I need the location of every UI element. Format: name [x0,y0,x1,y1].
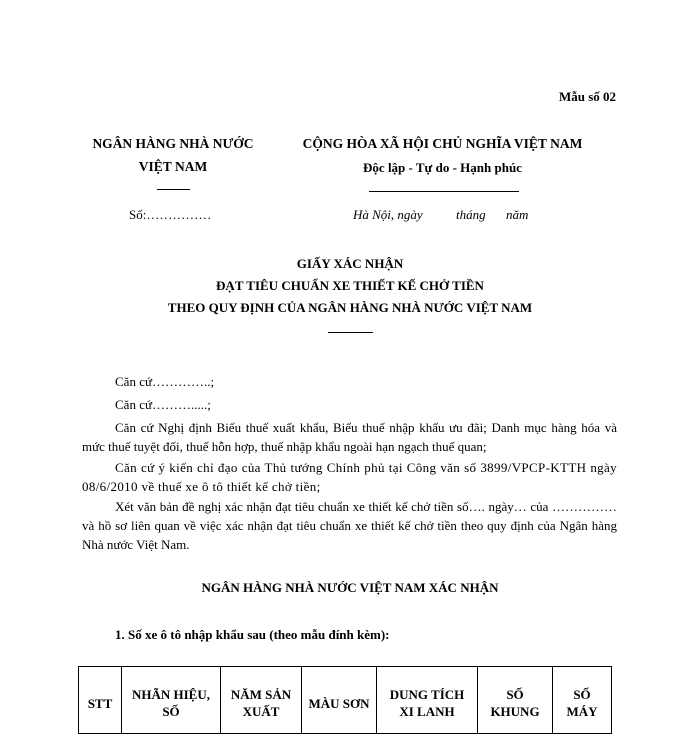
date-place: Hà Nội, ngày [353,207,423,222]
basis-text-4: Căn cứ ý kiến chỉ đạo của Thủ tướng Chính phủ tại Công văn số 3899/VPCP-KTTH ngày 08/6/2010 về thuế xe ô tô thiết kế chở tiền; [82,460,617,494]
date-month: tháng [456,207,486,222]
section-1-heading: 1. Số xe ô tô nhập khẩu sau (theo mẫu đính kèm): [115,627,390,642]
issuer-underline [157,189,190,190]
table-header-row [79,667,612,734]
date-year: năm [506,207,529,222]
title-underline [328,332,373,333]
issuer-name-line2: VIỆT NAM [138,159,208,174]
column-capacity: DUNG TÍCH XI LANH [377,667,478,734]
vehicle-table [78,666,612,734]
confirmation-heading: NGÂN HÀNG NHÀ NƯỚC VIỆT NAM XÁC NHẬN [201,580,499,595]
consideration-text: Xét văn bản đề nghị xác nhận đạt tiêu chuẩn xe thiết kế chở tiền số…. ngày… của …………… và hồ sơ liên quan về việc xác nhận đạt tiêu chuẩn xe thiết kế chở tiền theo quy định của Ngân hàng Nhà nước Việt Nam. [82,499,617,552]
motto-underline [369,191,519,192]
column-frame-number: SỐ KHUNG [478,667,553,734]
column-brand: NHÃN HIỆU, SỐ [122,667,221,734]
basis-paragraph-2 [82,395,617,414]
basis-text-1: Căn cứ…………..; [115,374,215,389]
basis-paragraph-3 [82,418,617,456]
national-motto: Độc lập - Tự do - Hạnh phúc [363,160,522,175]
column-engine-number: SỐ MÁY [553,667,612,734]
document-title-line3: THEO QUY ĐỊNH CỦA NGÂN HÀNG NHÀ NƯỚC VIỆT NAM [167,300,533,315]
basis-text-2: Căn cứ……….....; [115,397,211,412]
basis-paragraph-4 [82,458,617,496]
document-title-line2: ĐẠT TIÊU CHUẨN XE THIẾT KẾ CHỞ TIỀN [216,278,484,293]
consideration-paragraph [82,497,617,554]
column-color: MÀU SƠN [302,667,377,734]
document-title-line1: GIẤY XÁC NHẬN [296,256,404,271]
document-number: Số:…………… [129,207,212,222]
column-year: NĂM SẢN XUẤT [221,667,302,734]
form-number: Mẫu số 02 [559,89,617,104]
basis-paragraph-1 [82,372,617,391]
issuer-name-line1: NGÂN HÀNG NHÀ NƯỚC [92,136,254,151]
national-title: CỘNG HÒA XÃ HỘI CHỦ NGHĨA VIỆT NAM [302,136,583,151]
basis-text-3: Căn cứ Nghị định Biểu thuế xuất khẩu, Biểu thuế nhập khẩu ưu đãi; Danh mục hàng hóa và mức thuế tuyệt đối, thuế hỗn hợp, thuế nhập khẩu ngoài hạn ngạch thuế quan; [82,420,617,454]
column-stt: STT [79,667,122,734]
